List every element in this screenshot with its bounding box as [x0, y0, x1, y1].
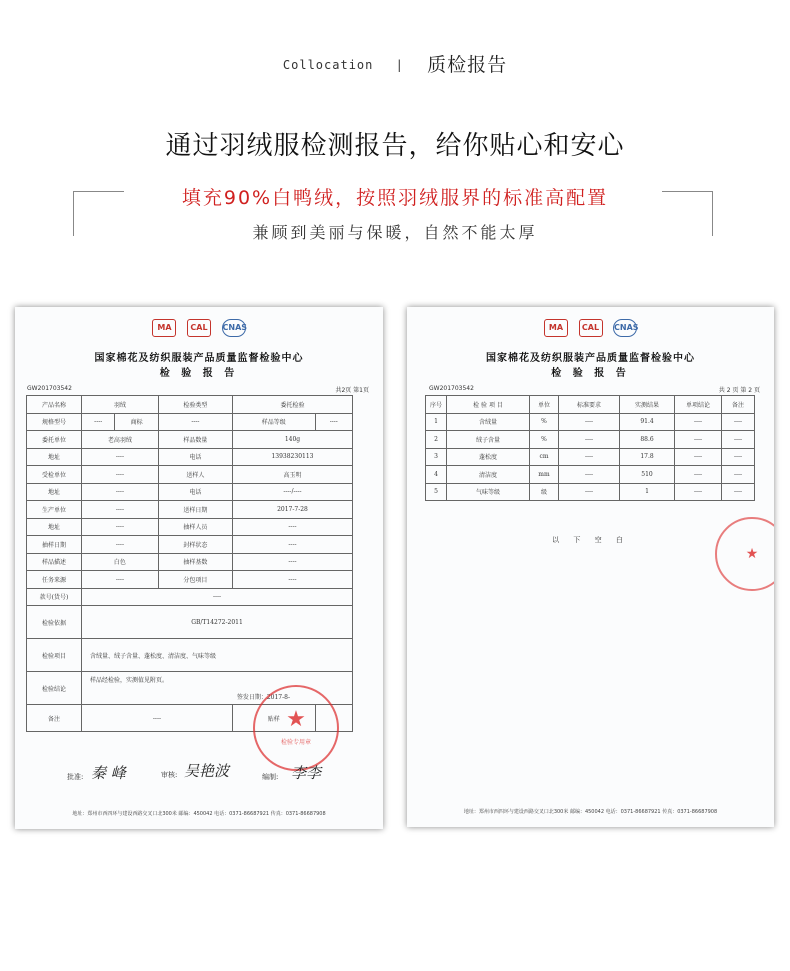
report-number: GW201703542 — [27, 385, 72, 392]
table-cell: ----/---- — [232, 483, 352, 501]
table-cell: ---- — [722, 413, 755, 431]
table-cell: 受检单位 — [27, 466, 82, 484]
seal-star-icon: ★ — [286, 707, 306, 732]
table-cell: ---- — [675, 483, 722, 501]
subtitle-gray: 兼顾到美丽与保暖，自然不能太厚 — [252, 223, 538, 242]
table-cell: ---- — [82, 413, 115, 431]
header-separator: | — [397, 58, 404, 72]
table-cell: 3 — [426, 448, 447, 466]
table-cell: 5 — [426, 483, 447, 501]
table-cell: 委托检验 — [232, 396, 352, 414]
cal-logo-icon: CAL — [187, 319, 211, 337]
table-cell: 检验结论 — [27, 672, 82, 705]
header-english: Collocation — [282, 58, 374, 72]
table-row — [27, 483, 353, 501]
table-row — [27, 431, 353, 449]
report-org: 国家棉花及纺织服装产品质量监督检验中心 — [94, 353, 304, 364]
compile-signature: 李李 — [291, 764, 322, 782]
report-page-2 — [407, 307, 774, 827]
table-cell: ---- — [722, 431, 755, 449]
report-title: 检 验 报 告 — [159, 368, 239, 379]
table-cell: 17.8 — [620, 448, 675, 466]
table-cell: 检验类型 — [158, 396, 232, 414]
seal-text: 检验专用章 — [280, 739, 311, 746]
table-cell: ---- — [559, 431, 620, 449]
cnas-logo-icon: CNAS — [613, 319, 637, 337]
table-cell: % — [530, 431, 559, 449]
cert-logos — [15, 319, 383, 337]
table-cell: 1 — [426, 413, 447, 431]
cma-logo-icon: MA — [544, 319, 568, 337]
table-header: 备注 — [722, 396, 755, 414]
table-cell: 地址 — [27, 518, 82, 536]
table-cell: ---- — [675, 466, 722, 484]
report-page-1 — [15, 307, 383, 829]
table-cell: 含绒量、绒子含量、蓬松度、清洁度、气味等级 — [82, 639, 353, 672]
table-header-row — [426, 396, 755, 414]
table-cell: 样品等级 — [232, 413, 315, 431]
table-row — [27, 448, 353, 466]
table-cell: cm — [530, 448, 559, 466]
report-page-count: 共2页 第1页 — [335, 387, 369, 394]
report-page-count: 共 2 页 第 2 页 — [718, 387, 760, 394]
table-row — [426, 483, 755, 501]
table-row — [27, 466, 353, 484]
table-cell: ---- — [722, 448, 755, 466]
report-org: 国家棉花及纺织服装产品质量监督检验中心 — [486, 353, 695, 364]
table-cell: 91.4 — [620, 413, 675, 431]
table-cell: 老高羽绒 — [82, 431, 159, 449]
table-cell: 款号(货号) — [27, 588, 82, 606]
table-cell: 羽绒 — [82, 396, 159, 414]
table-row — [27, 501, 353, 519]
table-cell: 送样人 — [158, 466, 232, 484]
table-cell: 封样状态 — [158, 536, 232, 554]
table-cell: 任务来源 — [27, 571, 82, 589]
test-results-table — [425, 395, 755, 501]
table-cell: 商标 — [115, 413, 158, 431]
table-cell: 分包项目 — [158, 571, 232, 589]
report-info-table — [26, 395, 353, 732]
table-cell: 4 — [426, 466, 447, 484]
table-cell: ---- — [232, 553, 352, 571]
table-header: 标准要求 — [559, 396, 620, 414]
review-label: 审核: — [161, 771, 178, 779]
table-header: 单项结论 — [675, 396, 722, 414]
table-cell: ---- — [722, 466, 755, 484]
table-cell: % — [530, 413, 559, 431]
table-row — [27, 553, 353, 571]
report-address: 地址：郑州市西四环与建设西路交叉口北300米 邮编：450042 电话：0371-86687921 传真：0371-86687908 — [72, 811, 326, 817]
table-cell: 送样日期 — [158, 501, 232, 519]
report-number: GW201703542 — [429, 385, 474, 392]
table-cell: 510 — [620, 466, 675, 484]
table-row — [27, 588, 353, 606]
table-cell: 白色 — [82, 553, 159, 571]
table-header: 检 验 项 目 — [447, 396, 530, 414]
table-cell: ---- — [559, 466, 620, 484]
subtitle-red: 填充90%白鸭绒，按照羽绒服界的标准高配置 — [181, 187, 609, 209]
table-cell: 贴样 — [232, 705, 315, 732]
approve-label: 批准: — [67, 773, 84, 781]
table-cell: ---- — [232, 518, 352, 536]
table-cell: 清洁度 — [447, 466, 530, 484]
table-cell: 13938230113 — [232, 448, 352, 466]
table-cell: GB/T14272-2011 — [82, 606, 353, 639]
table-cell: 2 — [426, 431, 447, 449]
report-title: 检 验 报 告 — [551, 368, 630, 379]
table-cell: 抽样基数 — [158, 553, 232, 571]
table-cell: 地址 — [27, 483, 82, 501]
table-cell: 产品名称 — [27, 396, 82, 414]
issue-date: 签发日期：2017-8- — [236, 694, 290, 701]
table-cell: 规格型号 — [27, 413, 82, 431]
cma-logo-icon: MA — [152, 319, 176, 337]
headline: 通过羽绒服检测报告，给你贴心和安心 — [165, 131, 625, 161]
table-cell: 高玉明 — [232, 466, 352, 484]
official-seal-icon — [253, 685, 339, 771]
table-cell: ---- — [559, 483, 620, 501]
table-cell: ---- — [82, 571, 159, 589]
review-signature: 吴艳波 — [184, 762, 230, 780]
table-cell: ---- — [675, 431, 722, 449]
table-cell: ---- — [315, 413, 352, 431]
table-row — [426, 466, 755, 484]
table-cell: ---- — [82, 705, 233, 732]
table-cell: ---- — [675, 448, 722, 466]
table-cell: 委托单位 — [27, 431, 82, 449]
table-cell: 88.6 — [620, 431, 675, 449]
conclusion-text: 样品经检验，实测值见附页。 — [90, 677, 169, 684]
table-cell: ---- — [82, 536, 159, 554]
table-cell: ---- — [158, 413, 232, 431]
table-cell: 样品描述 — [27, 553, 82, 571]
header-chinese: 质检报告 — [427, 54, 508, 76]
table-cell: ---- — [82, 518, 159, 536]
table-row — [27, 536, 353, 554]
table-row — [426, 431, 755, 449]
table-cell: ---- — [559, 413, 620, 431]
table-cell: 级 — [530, 483, 559, 501]
table-cell: 140g — [232, 431, 352, 449]
table-cell: ---- — [82, 483, 159, 501]
cal-logo-icon: CAL — [579, 319, 603, 337]
table-row — [27, 396, 353, 414]
table-cell: ---- — [82, 448, 159, 466]
table-header: 实测结果 — [620, 396, 675, 414]
table-cell: 地址 — [27, 448, 82, 466]
table-cell: 电话 — [158, 448, 232, 466]
cert-logos — [407, 319, 774, 337]
table-cell: 备注 — [27, 705, 82, 732]
table-cell: ---- — [82, 466, 159, 484]
table-cell: 电话 — [158, 483, 232, 501]
table-cell: 检验依据 — [27, 606, 82, 639]
table-row — [426, 413, 755, 431]
table-row — [27, 413, 353, 431]
cnas-logo-icon: CNAS — [222, 319, 246, 337]
table-header: 序号 — [426, 396, 447, 414]
table-cell: ---- — [82, 588, 353, 606]
table-cell: ---- — [559, 448, 620, 466]
table-cell: 绒子含量 — [447, 431, 530, 449]
table-cell: 检验项目 — [27, 639, 82, 672]
compile-label: 编制: — [262, 773, 279, 781]
approve-signature: 秦 峰 — [91, 764, 126, 782]
table-cell: ---- — [82, 501, 159, 519]
table-cell: ---- — [232, 536, 352, 554]
section-header — [0, 50, 790, 77]
table-cell: 抽样人员 — [158, 518, 232, 536]
table-row — [27, 518, 353, 536]
table-header: 单位 — [530, 396, 559, 414]
table-cell: ---- — [232, 571, 352, 589]
table-cell: 抽样日期 — [27, 536, 82, 554]
table-row — [27, 639, 353, 672]
table-cell: 生产单位 — [27, 501, 82, 519]
table-cell: mm — [530, 466, 559, 484]
table-cell: ---- — [675, 413, 722, 431]
table-row — [27, 606, 353, 639]
table-row — [27, 571, 353, 589]
table-cell: 气味等级 — [447, 483, 530, 501]
table-cell: 含绒量 — [447, 413, 530, 431]
edge-seal-icon: ★ — [715, 517, 774, 591]
blank-below-note: 以 下 空 白 — [552, 536, 629, 544]
table-row — [426, 448, 755, 466]
report-address: 地址：郑州市西四环与建设西路交叉口北300米 邮编：450042 电话：0371-86687921 传真：0371-86687908 — [463, 809, 718, 815]
table-cell: ---- — [722, 483, 755, 501]
table-cell: 1 — [620, 483, 675, 501]
table-cell: 蓬松度 — [447, 448, 530, 466]
table-cell: 样品数量 — [158, 431, 232, 449]
table-cell: 2017-7-28 — [232, 501, 352, 519]
